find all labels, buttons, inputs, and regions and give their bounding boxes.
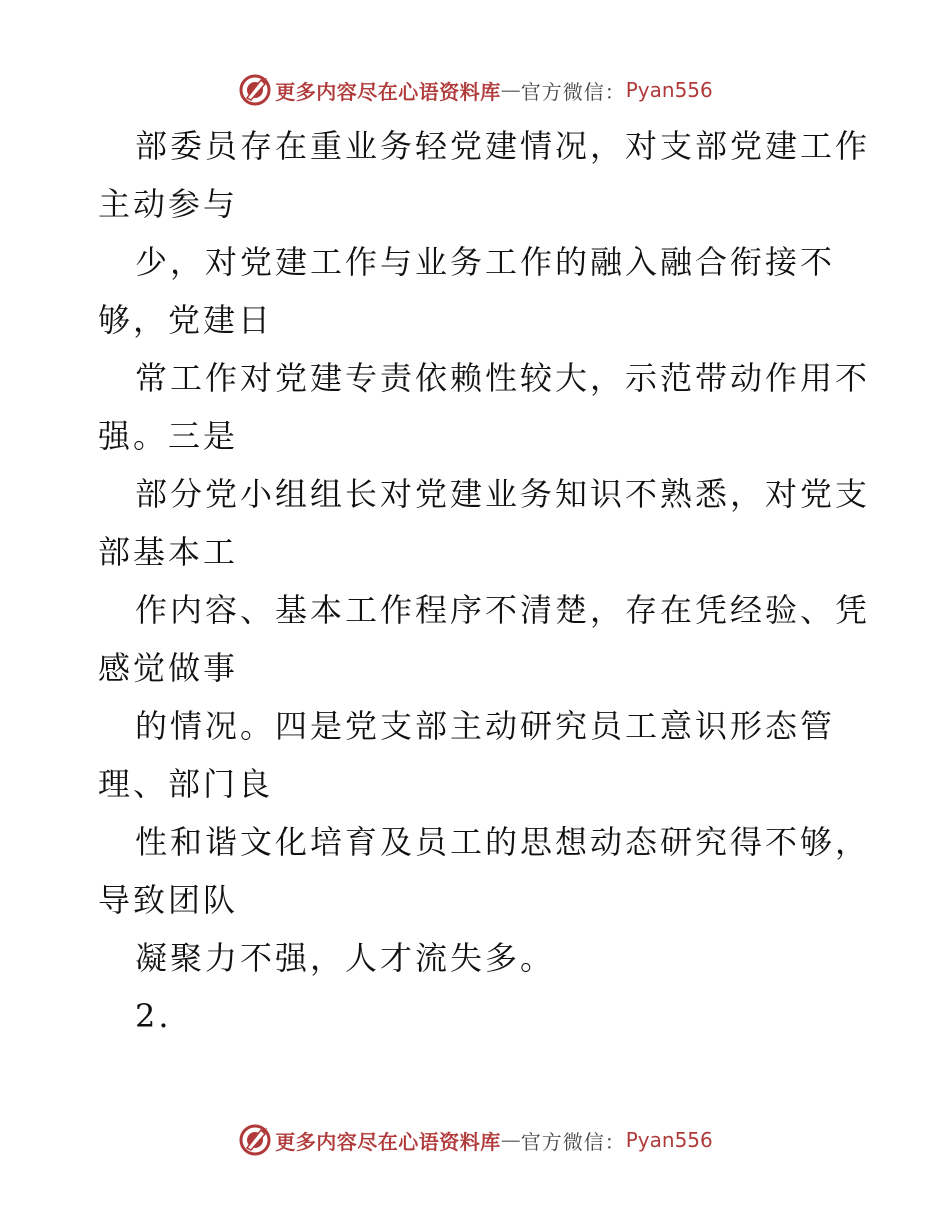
banner-main-text: 更多内容尽在心语资料库	[275, 1129, 501, 1154]
body-line: 强。三是	[98, 417, 239, 455]
footer-banner	[0, 1120, 950, 1160]
body-line: 部基本工	[98, 533, 239, 571]
body-line: 部分党小组组长对党建业务知识不熟悉，对党支	[135, 475, 871, 513]
body-line: 少，对党建工作与业务工作的融入融合衔接不	[135, 243, 836, 281]
body-line: 的情况。四是党支部主动研究员工意识形态管	[135, 707, 836, 745]
banner-label: 官方微信：	[520, 1129, 626, 1154]
body-line: 感觉做事	[98, 649, 239, 687]
body-line: 作内容、基本工作程序不清楚，存在凭经验、凭	[135, 591, 871, 629]
body-line: 主动参与	[98, 185, 239, 223]
banner-separator: —	[500, 1128, 521, 1152]
banner-separator: —	[500, 78, 521, 102]
header-banner	[0, 70, 950, 110]
body-line: 够，党建日	[98, 301, 274, 339]
body-line: 凝聚力不强，人才流失多。	[135, 939, 556, 977]
banner-wechat-id: Pyan556	[625, 78, 713, 102]
body-line: 导致团队	[98, 881, 239, 919]
pen-logo-icon	[237, 1122, 273, 1158]
body-line: 部委员存在重业务轻党建情况，对支部党建工作	[135, 127, 871, 165]
body-line: 性和谐文化培育及员工的思想动态研究得不够，	[135, 823, 871, 861]
body-line: 理、部门良	[98, 765, 274, 803]
document-body	[98, 117, 871, 1045]
section-number: 2.	[135, 997, 172, 1035]
pen-logo-icon	[237, 72, 273, 108]
banner-wechat-id: Pyan556	[625, 1128, 713, 1152]
banner-label: 官方微信：	[520, 79, 626, 104]
body-line: 常工作对党建专责依赖性较大，示范带动作用不	[135, 359, 871, 397]
banner-main-text: 更多内容尽在心语资料库	[275, 79, 501, 104]
